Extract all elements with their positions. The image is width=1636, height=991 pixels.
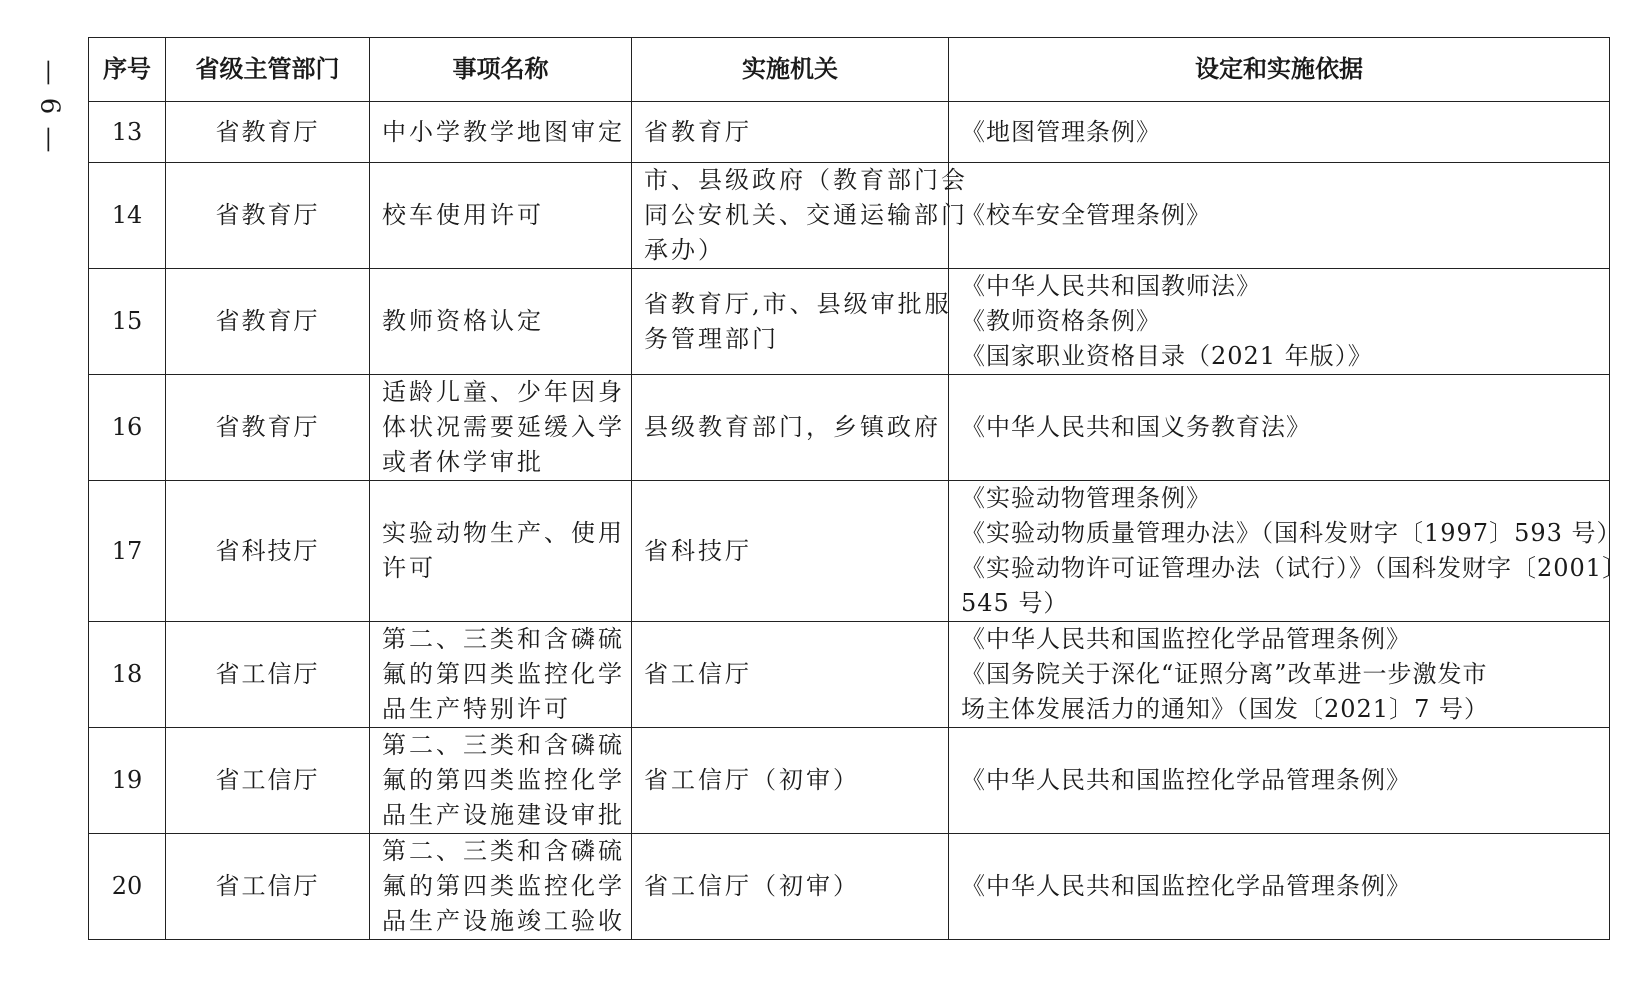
cell-item [370,834,632,940]
basis-line: 《国务院关于深化“证照分离”改革进一步激发市 [961,660,1488,688]
cell-organ [632,834,949,940]
cell-item [370,481,632,622]
item-line: 第二、三类和含磷硫 [382,837,625,865]
cell-organ [632,622,949,728]
basis-line: 《中华人民共和国义务教育法》 [961,413,1311,441]
item-line: 教师资格认定 [382,307,544,335]
table-row [89,102,1610,163]
cell-basis [949,102,1610,163]
cell-organ [632,102,949,163]
item-line: 氟的第四类监控化学 [382,872,625,900]
cell-item [370,728,632,834]
cell-basis [949,622,1610,728]
cell-basis [949,481,1628,622]
organ-line: 省科技厅 [644,536,752,565]
table-row [89,269,1610,375]
table-row [89,834,1610,940]
cell-item [370,269,632,375]
cell-organ [632,269,952,375]
header-no: 序号 [89,38,166,102]
organ-line: 县级教育部门，乡镇政府 [644,413,941,441]
basis-line: 《中华人民共和国监控化学品管理条例》 [961,766,1411,794]
organ-line: 市、县级政府（教育部门会 [644,166,968,194]
cell-item [370,163,632,269]
cell-department: 省科技厅 [166,481,370,622]
organ-line: 省工信厅 [644,660,752,688]
cell-organ [632,481,949,622]
item-line: 许可 [382,554,436,582]
cell-basis [949,163,1610,269]
table-header-row [89,38,1610,102]
cell-department: 省教育厅 [166,163,370,269]
cell-organ [632,163,968,269]
organ-line: 省工信厅（初审） [644,766,860,794]
basis-line: 《中华人民共和国教师法》 [961,272,1261,300]
cell-no: 19 [89,728,166,834]
table-row [89,163,1610,269]
cell-basis [949,375,1610,481]
cell-item [370,622,632,728]
basis-line: 场主体发展活力的通知》（国发〔2021〕7 号） [961,695,1489,723]
basis-line: 《教师资格条例》 [961,307,1161,335]
cell-item [370,375,632,481]
item-line: 或者休学审批 [382,448,544,476]
cell-department: 省教育厅 [166,102,370,163]
table-row [89,481,1610,622]
table-row [89,622,1610,728]
item-line: 氟的第四类监控化学 [382,766,625,794]
item-line: 体状况需要延缓入学 [382,413,625,441]
basis-line: 《实验动物质量管理办法》（国科发财字〔1997〕593 号） [961,519,1622,547]
organ-line: 省教育厅 [644,117,752,146]
organ-line: 务管理部门 [644,324,779,353]
item-line: 氟的第四类监控化学 [382,660,625,688]
basis-line: 545 号） [961,589,1069,617]
item-line: 中小学教学地图审定 [382,117,625,146]
item-line: 实验动物生产、使用 [382,519,625,547]
table-body [89,102,1628,940]
cell-no: 20 [89,834,166,940]
basis-line: 《中华人民共和国监控化学品管理条例》 [961,625,1411,653]
cell-basis [949,728,1610,834]
cell-basis [949,269,1610,375]
organ-line: 承办） [644,236,725,264]
cell-department: 省教育厅 [166,269,370,375]
header-organ: 实施机关 [632,38,949,102]
page-number-label: — 6 — [35,59,66,155]
basis-line: 《国家职业资格目录（2021 年版）》 [961,342,1373,370]
item-line: 品生产特别许可 [382,695,571,723]
organ-line: 同公安机关、交通运输部门 [644,201,968,229]
cell-department: 省工信厅 [166,622,370,728]
basis-line: 《地图管理条例》 [961,117,1161,146]
header-basis: 设定和实施依据 [949,38,1610,102]
basis-line: 《实验动物管理条例》 [961,484,1211,512]
cell-basis [949,834,1610,940]
items-table [88,37,1628,940]
basis-line: 《实验动物许可证管理办法（试行）》（国科发财字〔2001〕 [961,554,1628,582]
table-row [89,375,1610,481]
cell-no: 13 [89,102,166,163]
item-line: 校车使用许可 [382,201,544,229]
cell-no: 16 [89,375,166,481]
cell-department: 省教育厅 [166,375,370,481]
item-line: 第二、三类和含磷硫 [382,731,625,759]
table-row [89,728,1610,834]
header-item: 事项名称 [370,38,632,102]
cell-organ [632,375,949,481]
basis-line: 《校车安全管理条例》 [961,201,1211,229]
cell-item [370,102,632,163]
item-line: 第二、三类和含磷硫 [382,625,625,653]
cell-no: 14 [89,163,166,269]
item-line: 品生产设施竣工验收 [382,907,625,935]
cell-no: 18 [89,622,166,728]
cell-organ [632,728,949,834]
organ-line: 省教育厅,市、县级审批服 [644,289,952,318]
cell-department: 省工信厅 [166,834,370,940]
cell-no: 17 [89,481,166,622]
organ-line: 省工信厅（初审） [644,872,860,900]
cell-no: 15 [89,269,166,375]
item-line: 适龄儿童、少年因身 [382,378,625,406]
page-number [36,52,64,162]
cell-department: 省工信厅 [166,728,370,834]
basis-line: 《中华人民共和国监控化学品管理条例》 [961,872,1411,900]
item-line: 品生产设施建设审批 [382,801,625,829]
header-department: 省级主管部门 [166,38,370,102]
